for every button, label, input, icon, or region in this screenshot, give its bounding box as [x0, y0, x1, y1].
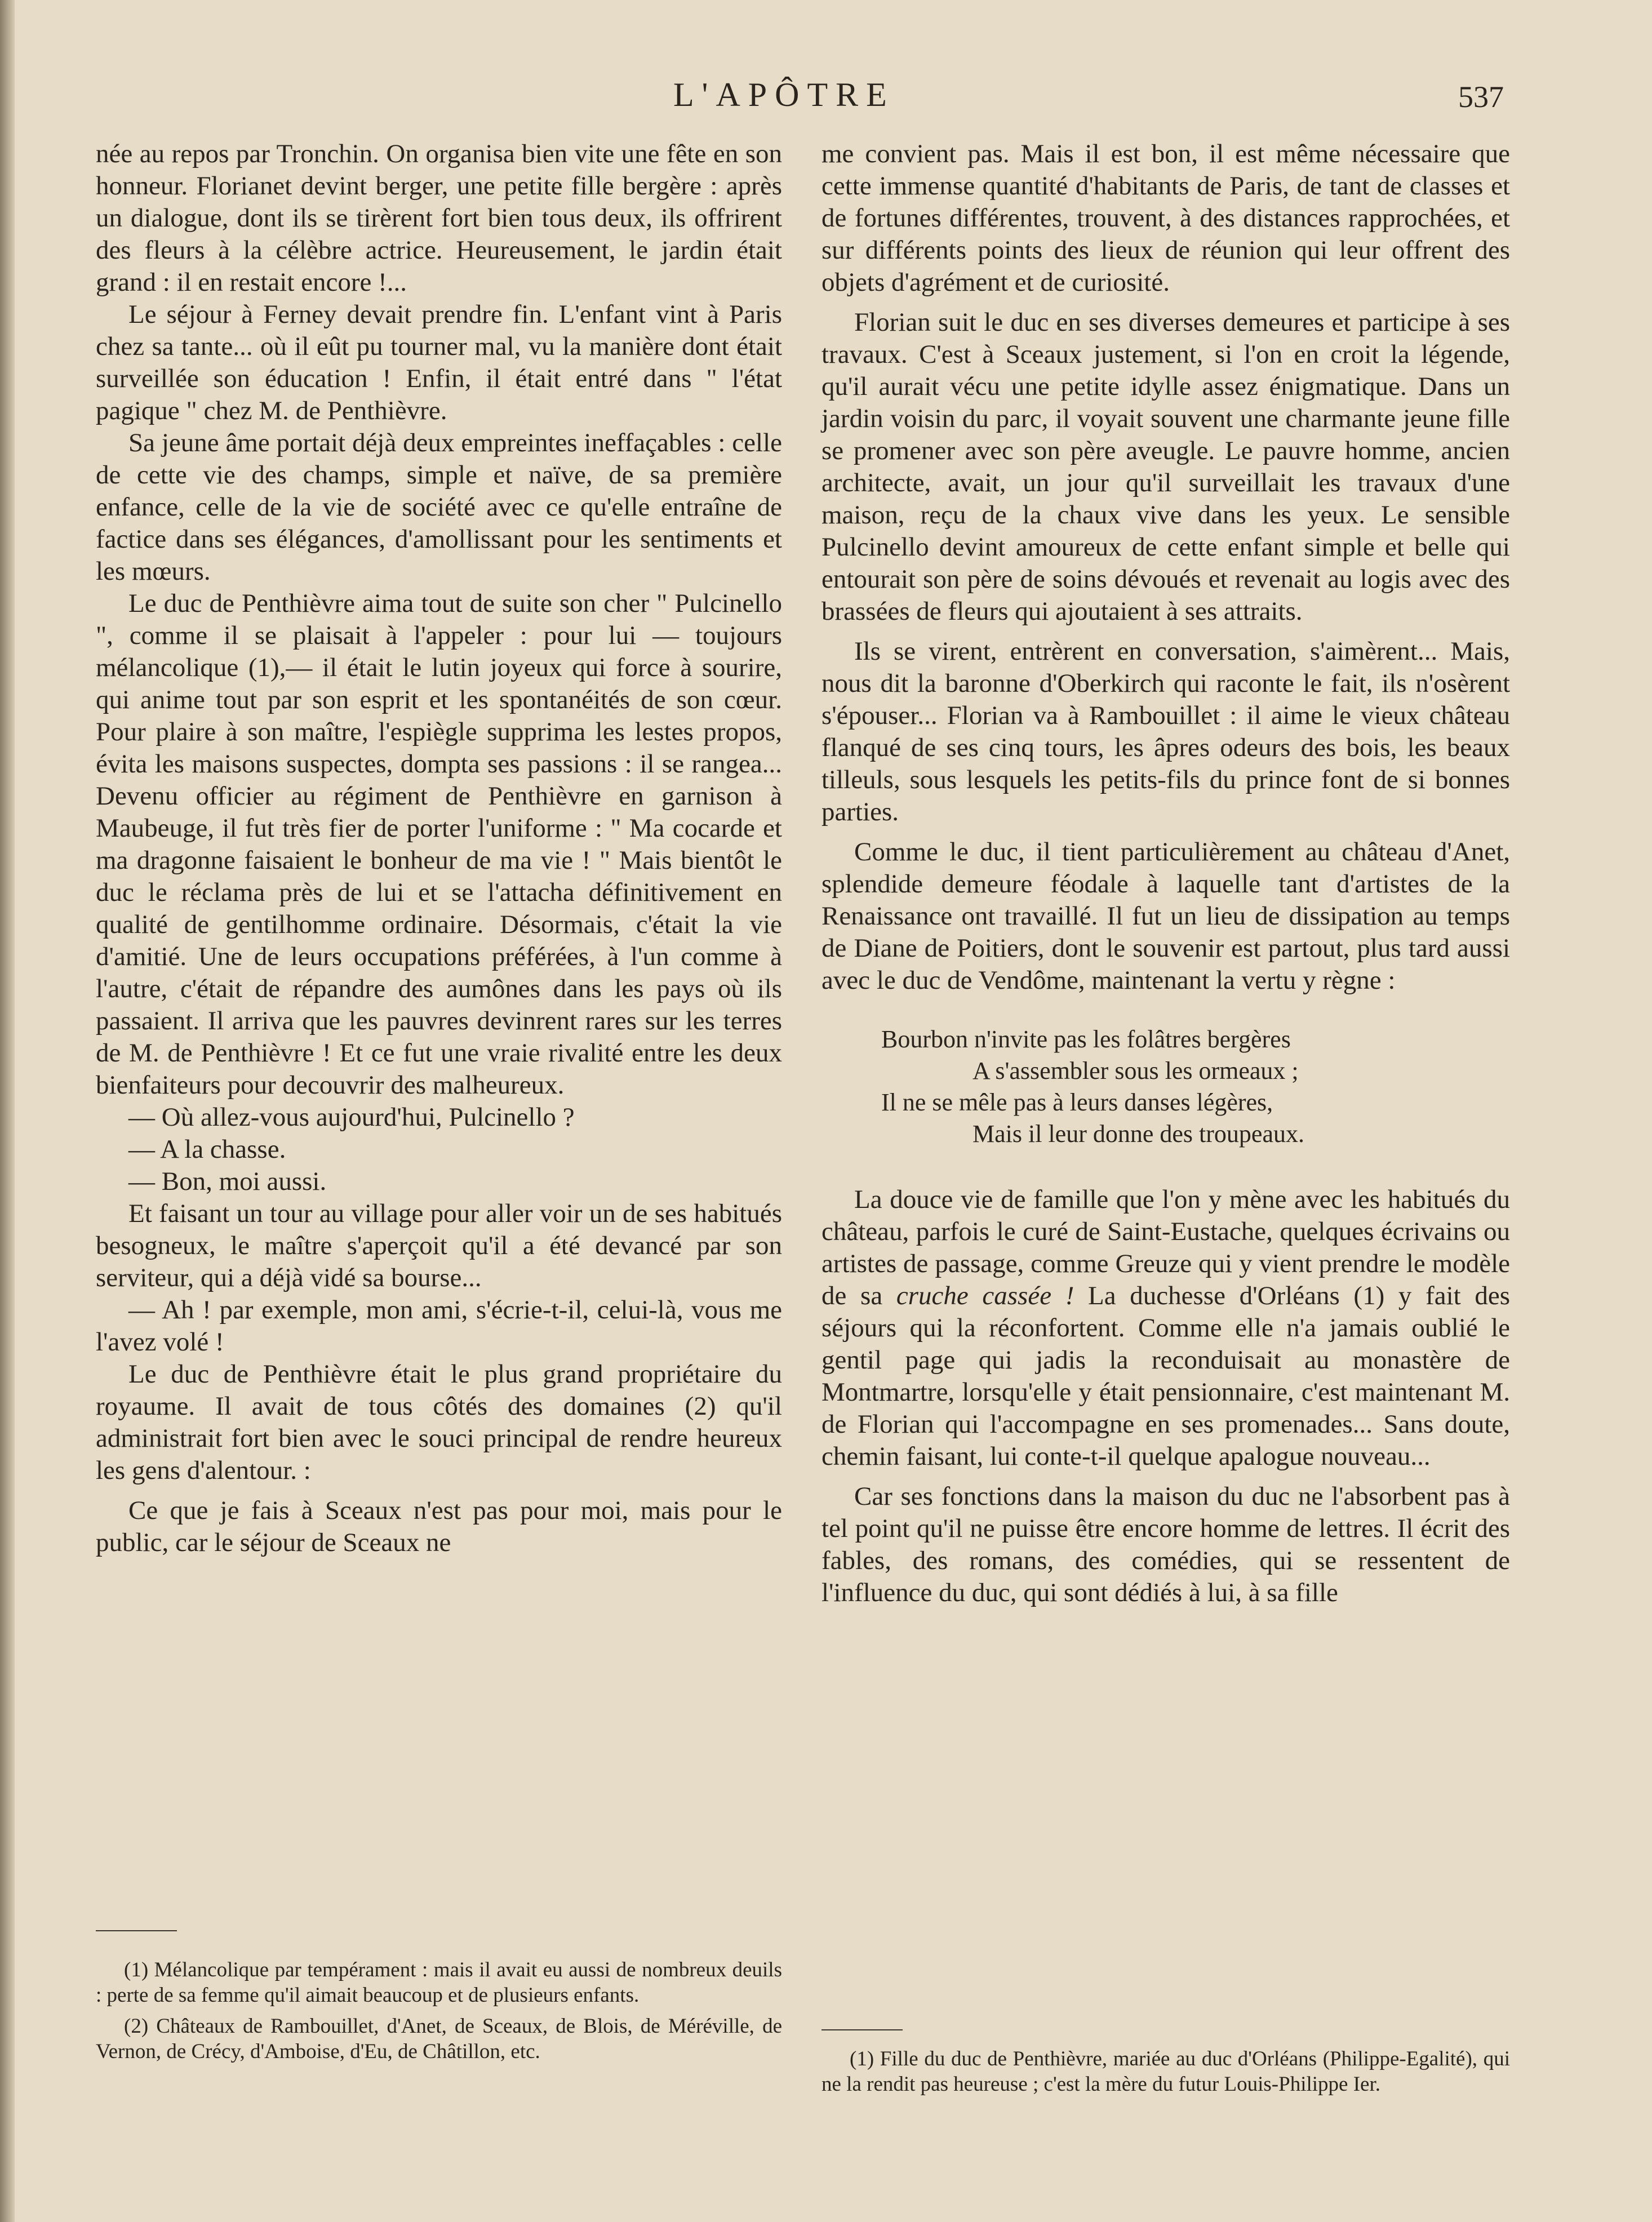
- footnote: (1) Mélancolique par tempérament : mais il avait eu aussi de nombreux deuils : perte de sa femme qu'il aimait beaucoup et de plusieurs enfants.: [96, 1958, 782, 2007]
- paragraph: Car ses fonctions dans la maison du duc ne l'absorbent pas à tel point qu'il ne puisse être encore homme de lettres. Il écrit des fables, des romans, des comédies, qui se ressentent de l'influence du duc, qui sont dédiés à lui, à sa fille: [821, 1482, 1510, 1607]
- verse-line: Bourbon n'invite pas les folâtres bergères: [881, 1025, 1291, 1053]
- footnote-rule: [821, 2029, 903, 2030]
- italic-title: cruche cassée !: [896, 1281, 1074, 1310]
- paragraph: Florian suit le duc en ses diverses demeures et participe à ses travaux. C'est à Sceaux justement, si l'on en croit la légende, qu'il aurait vécu une petite idylle assez énigmatique. Dans un jardin voisin du parc, il voyait souvent une charmante jeune fille se promener avec son père aveugle. Le pauvre homme, ancien architecte, avait, un jour qu'il surveillait les travaux d'une maison, reçu de la chaux vive dans les yeux. Le sensible Pulcinello devint amoureux de cette enfant simple et belle qui entourait son père de soins dévoués et revenait au logis avec des brassées de fleurs qui ajoutaient à ses attraits.: [821, 308, 1510, 626]
- verse-line: Il ne se mêle pas à leurs danses légères,: [881, 1088, 1273, 1116]
- paragraph: née au repos par Tronchin. On organisa bien vite une fête en son honneur. Florianet devint berger, une petite fille bergère : après un dialogue, dont ils se tirèrent fort bien tous deux, ils offrirent des fleurs à la célèbre actrice. Heureusement, le jardin était grand : il en restait encore !...: [96, 139, 782, 297]
- paragraph: Et faisant un tour au village pour aller voir un de ses habitués besogneux, le maître s'aperçoit qu'il a été devancé par son serviteur, qui a déjà vidé sa bourse...: [96, 1199, 782, 1292]
- running-title: L'APÔTRE: [673, 76, 895, 113]
- quotation-paragraph: Ce que je fais à Sceaux n'est pas pour moi, mais pour le public, car le séjour de Sceaux ne: [96, 1496, 782, 1557]
- paragraph: Ils se virent, entrèrent en conversation, s'aimèrent... Mais, nous dit la baronne d'Oberkirch qui raconte le fait, ils n'osèrent s'épouser... Florian va à Rambouillet : il aime le vieux château flanqué de ses cinq tours, les âpres odeurs des bois, les beaux tilleuls, sous lesquels les petits-fils du prince font de si bonnes parties.: [821, 637, 1510, 826]
- left-footnotes: [96, 1957, 782, 2064]
- dialogue-line: — Ah ! par exemple, mon ami, s'écrie-t-il, celui-là, vous me l'avez volé !: [96, 1295, 782, 1357]
- verse-quotation: [881, 1024, 1510, 1150]
- page-binding-edge: [0, 0, 15, 2222]
- paragraph: Comme le duc, il tient particulièrement au château d'Anet, splendide demeure féodale à laquelle tant d'artistes de la Renaissance ont travaillé. Il fut un lieu de dissipation au temps de Diane de Poitiers, dont le souvenir est partout, plus tard aussi avec le duc de Vendôme, maintenant la vertu y règne :: [821, 837, 1510, 995]
- verse-line: Mais il leur donne des troupeaux.: [972, 1120, 1304, 1148]
- paragraph: Le duc de Penthièvre aima tout de suite son cher " Pulcinello ", comme il se plaisait à l'appeler : pour lui — toujours mélancolique (1),— il était le lutin joyeux qui force à sourire, qui anime tout par son esprit et les spontanéités de son cœur. Pour plaire à son maître, l'espiègle supprima les lestes propos, évita les maisons suspectes, dompta ses passions : il se rangea... Devenu officier au régiment de Penthièvre en garnison à Maubeuge, il fut très fier de porter l'uniforme : " Ma cocarde et ma dragonne faisaient le bonheur de ma vie ! " Mais bientôt le duc le réclama près de lui et se l'attacha définitivement en qualité de gentilhomme ordinaire. Désormais, c'était la vie d'amitié. Une de leurs occupations préférées, à l'un comme à l'autre, c'était de répandre des aumônes dans les pays où ils passaient. Il arriva que les pauvres devinrent rares sur les terres de M. de Penthièvre ! Et ce fut une vraie rivalité entre les deux bienfaiteurs pour decouvrir des malheureux.: [96, 589, 782, 1100]
- page-number: 537: [1458, 80, 1504, 114]
- verse-line: A s'assembler sous les ormeaux ;: [972, 1057, 1299, 1085]
- text-run: La duchesse d'Orléans (1) y fait des séjours qui la réconfortent. Comme elle n'a jamais oublié le gentil page qui jadis la reconduisait au monastère de Montmartre, lorsqu'elle y était pensionnaire, c'est maintenant M. de Florian qui l'accompagne en ses promenades... Sans doute, chemin faisant, lui conte-t-il quelque apalogue nouveau...: [821, 1281, 1511, 1471]
- paragraph: Sa jeune âme portait déjà deux empreintes ineffaçables : celle de cette vie des champs, simple et naïve, de sa première enfance, celle de la vie de société avec ce qu'elle entraîne de factice dans ses élégances, d'amollissant pour les sentiments et les mœurs.: [96, 428, 782, 586]
- dialogue-line: — A la chasse.: [128, 1135, 286, 1164]
- text-run: La douce vie de famille que l'on y mène avec les habitués du château, parfois le curé de Saint-Eustache, quelques écrivains ou artistes de passage, comme Greuze qui y vient prendre le modèle de sa: [821, 1185, 1510, 1310]
- right-column: [821, 138, 1510, 1609]
- dialogue-line: — Bon, moi aussi.: [128, 1167, 327, 1196]
- footnote-rule: [96, 1930, 177, 1931]
- right-footnotes: [821, 2046, 1510, 2097]
- paragraph: [821, 1184, 1510, 1473]
- paragraph: Le séjour à Ferney devait prendre fin. L'enfant vint à Paris chez sa tante... où il eût pu tourner mal, vu la manière dont était surveillée son éducation ! Enfin, il était entré dans " l'état pagique " chez M. de Penthièvre.: [96, 300, 782, 425]
- footnote: (2) Châteaux de Rambouillet, d'Anet, de Sceaux, de Blois, de Méréville, de Vernon, de Crécy, d'Amboise, d'Eu, de Châtillon, etc.: [96, 2015, 782, 2063]
- left-column: [96, 138, 782, 1559]
- dialogue-line: — Où allez-vous aujourd'hui, Pulcinello ?: [128, 1103, 575, 1132]
- footnote: (1) Fille du duc de Penthièvre, mariée au duc d'Orléans (Philippe-Egalité), qui ne la rendit pas heureuse ; c'est la mère du futur Louis-Philippe Ier.: [821, 2047, 1510, 2096]
- paragraph: Le duc de Penthièvre était le plus grand propriétaire du royaume. Il avait de tous côtés des domaines (2) qu'il administrait fort bien avec le souci principal de rendre heureux les gens d'alentour. :: [96, 1359, 782, 1485]
- paragraph: me convient pas. Mais il est bon, il est même nécessaire que cette immense quantité d'habitants de Paris, de tant de classes et de fortunes différentes, trouvent, à des distances rapprochées, et sur différents points des lieux de réunion qui leur offrent des objets d'agrément et de curiosité.: [821, 139, 1510, 297]
